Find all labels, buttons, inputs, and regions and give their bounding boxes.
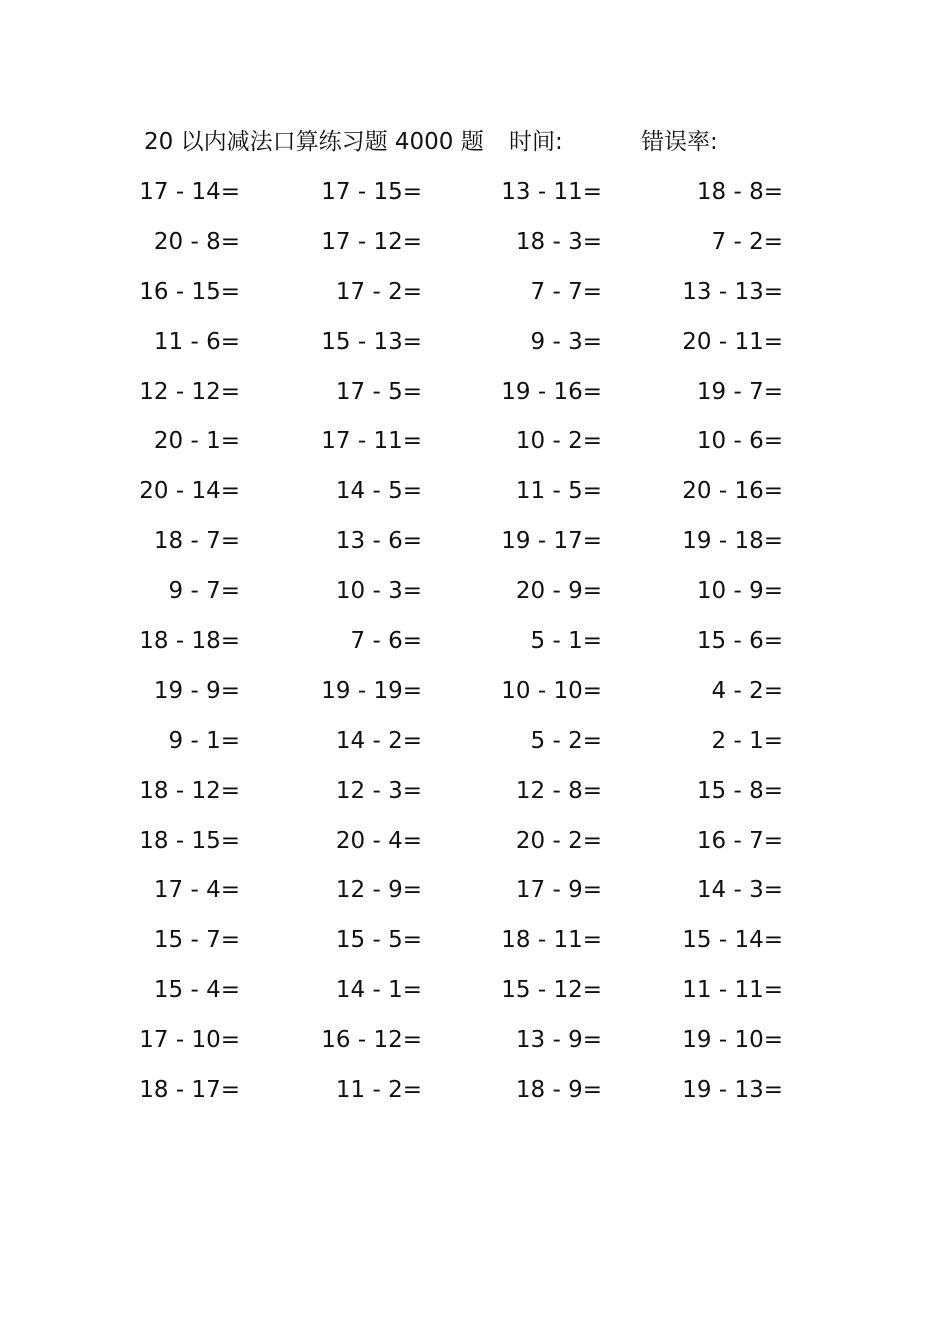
problem-row [0,774,950,824]
problem-cell: 17 - 10= [139,1027,240,1054]
problem-cell: 19 - 16= [501,378,602,405]
problem-cell: 9 - 3= [530,328,602,355]
problem-cell: 19 - 13= [682,1077,783,1104]
problem-cell: 19 - 10= [682,1027,783,1054]
problem-row [0,624,950,674]
problem-cell: 18 - 12= [139,777,240,804]
problem-row [0,873,950,923]
problem-cell: 20 - 14= [139,478,240,505]
problem-cell: 15 - 5= [335,927,422,954]
problem-cell: 7 - 2= [711,228,783,255]
problem-cell: 12 - 8= [515,777,602,804]
problem-cell: 18 - 3= [515,228,602,255]
problem-cell: 20 - 11= [682,328,783,355]
problem-row [0,175,950,225]
problem-cell: 15 - 14= [682,927,783,954]
problem-cell: 19 - 19= [321,677,422,704]
problem-cell: 4 - 2= [711,677,783,704]
problem-cell: 18 - 11= [501,927,602,954]
problem-cell: 19 - 9= [153,677,240,704]
problem-row [0,474,950,524]
problem-cell: 2 - 1= [711,727,783,754]
problem-cell: 15 - 13= [321,328,422,355]
problem-cell: 20 - 8= [153,228,240,255]
problem-cell: 10 - 2= [515,428,602,455]
problem-cell: 11 - 5= [515,478,602,505]
problem-cell: 10 - 10= [501,677,602,704]
problem-cell: 16 - 12= [321,1027,422,1054]
problem-cell: 14 - 5= [335,478,422,505]
problem-row [0,524,950,574]
problem-cell: 12 - 3= [335,777,422,804]
problem-cell: 17 - 14= [139,179,240,205]
problem-cell: 12 - 12= [139,378,240,405]
problem-cell: 5 - 1= [530,628,602,655]
time-label: 时间: [509,129,563,155]
problem-row [0,923,950,973]
problem-cell: 14 - 2= [335,727,422,754]
problem-cell: 15 - 4= [153,977,240,1004]
problem-cell: 19 - 18= [682,528,783,555]
problem-cell: 15 - 6= [696,628,783,655]
problem-cell: 16 - 7= [696,827,783,854]
problem-row [0,325,950,375]
problem-cell: 20 - 2= [515,827,602,854]
problem-cell: 12 - 9= [335,877,422,904]
worksheet-title: 20 以内减法口算练习题 4000 题 [144,129,484,155]
problem-cell: 17 - 9= [515,877,602,904]
problem-cell: 19 - 17= [501,528,602,555]
problem-cell: 11 - 6= [153,328,240,355]
problem-cell: 18 - 17= [139,1077,240,1104]
problem-cell: 10 - 3= [335,578,422,605]
problem-cell: 20 - 4= [335,827,422,854]
problem-cell: 18 - 18= [139,628,240,655]
problem-grid [0,175,950,1123]
problem-cell: 10 - 9= [696,578,783,605]
problem-cell: 10 - 6= [696,428,783,455]
problem-row [0,973,950,1023]
problem-cell: 9 - 7= [168,578,240,605]
problem-cell: 17 - 11= [321,428,422,455]
problem-cell: 15 - 8= [696,777,783,804]
problem-cell: 17 - 4= [153,877,240,904]
problem-cell: 17 - 5= [335,378,422,405]
error-rate-label: 错误率: [641,129,718,155]
problem-cell: 18 - 7= [153,528,240,555]
problem-cell: 13 - 6= [335,528,422,555]
problem-row [0,1023,950,1073]
problem-cell: 15 - 7= [153,927,240,954]
problem-cell: 11 - 11= [682,977,783,1004]
problem-row [0,375,950,425]
problem-cell: 15 - 12= [501,977,602,1004]
problem-row [0,674,950,724]
problem-cell: 7 - 6= [350,628,422,655]
problem-cell: 14 - 1= [335,977,422,1004]
problem-cell: 13 - 11= [501,179,602,205]
problem-cell: 7 - 7= [530,278,602,305]
problem-cell: 13 - 13= [682,278,783,305]
problem-row [0,724,950,774]
problem-cell: 20 - 16= [682,478,783,505]
problem-row [0,574,950,624]
problem-cell: 18 - 8= [696,179,783,205]
problem-cell: 18 - 15= [139,827,240,854]
problem-cell: 18 - 9= [515,1077,602,1104]
problem-row [0,225,950,275]
problem-cell: 17 - 12= [321,228,422,255]
problem-cell: 9 - 1= [168,727,240,754]
problem-cell: 20 - 1= [153,428,240,455]
problem-row [0,424,950,474]
problem-cell: 17 - 15= [321,179,422,205]
problem-cell: 19 - 7= [696,378,783,405]
problem-cell: 20 - 9= [515,578,602,605]
problem-cell: 13 - 9= [515,1027,602,1054]
problem-cell: 5 - 2= [530,727,602,754]
problem-cell: 14 - 3= [696,877,783,904]
problem-row [0,275,950,325]
problem-row [0,1073,950,1123]
problem-cell: 11 - 2= [335,1077,422,1104]
worksheet-header [0,126,950,158]
problem-cell: 16 - 15= [139,278,240,305]
problem-cell: 17 - 2= [335,278,422,305]
problem-row [0,824,950,874]
